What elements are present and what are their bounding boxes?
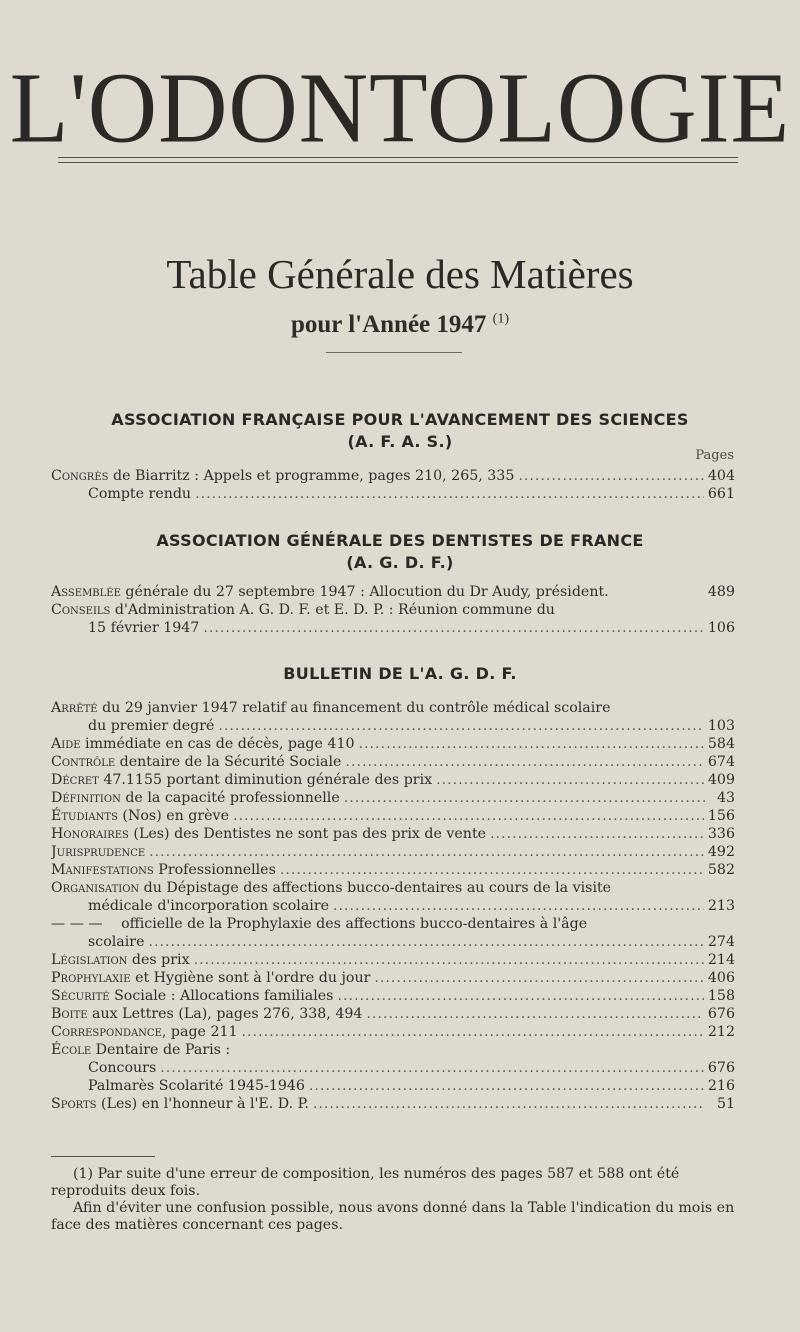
index-entry xyxy=(51,807,735,825)
leader-dots xyxy=(345,753,703,771)
entry-keyword: Correspondance xyxy=(51,1024,162,1040)
footnote-line: Afin d'éviter une confusion possible, nous avons donné dans la Table l'indication du mois en face des matières concernant ces pages. xyxy=(51,1200,735,1233)
index-entry-continuation xyxy=(51,933,735,951)
leader-dots xyxy=(344,789,705,807)
entry-keyword: Conseils xyxy=(51,602,111,618)
entry-keyword: Prophylaxie xyxy=(51,970,131,986)
entry-page: 409 xyxy=(707,772,735,788)
entry-text: officielle de la Prophylaxie des affections bucco-dentaires à l'âge xyxy=(116,916,588,932)
entry-keyword: Congrès xyxy=(51,468,109,484)
entry-keyword: Sports xyxy=(51,1096,97,1112)
index-entry xyxy=(51,915,735,933)
section-entries-bulletin xyxy=(51,699,735,1113)
entry-text: et Hygiène sont à l'ordre du jour xyxy=(130,970,371,986)
index-entry xyxy=(51,1095,735,1113)
entry-keyword: Honoraires xyxy=(51,826,129,842)
entry-page: 213 xyxy=(707,898,735,914)
index-entry xyxy=(51,843,735,861)
entry-text: du 29 janvier 1947 relatif au financement du contrôle médical scolaire xyxy=(97,700,611,716)
entry-text: Professionnelles xyxy=(153,862,276,878)
entry-page: 336 xyxy=(707,826,735,842)
entry-text: (Nos) en grève xyxy=(117,808,229,824)
entry-keyword: Étudiants xyxy=(51,808,118,824)
entry-text: (Les) des Dentistes ne sont pas des prix de vente xyxy=(128,826,487,842)
entry-text: , page 211 xyxy=(161,1024,238,1040)
entry-page: 492 xyxy=(707,844,735,860)
section-heading-line: ASSOCIATION GÉNÉRALE DES DENTISTES DE FRANCE xyxy=(156,531,644,550)
section-entries-agdf xyxy=(51,583,735,637)
index-entry xyxy=(51,1041,735,1059)
index-entry xyxy=(51,771,735,789)
entry-keyword: Assemblée xyxy=(51,584,121,600)
entry-text: générale du 27 septembre 1947 : Allocution du Dr Audy, président. xyxy=(120,584,609,600)
leader-dots xyxy=(333,897,704,915)
table-title: Table Générale des Matières xyxy=(166,251,634,297)
pages-column-label: Pages xyxy=(695,448,734,463)
leader-dots xyxy=(436,771,704,789)
index-entry-continuation xyxy=(51,897,735,915)
entry-page: 406 xyxy=(707,970,735,986)
entry-page: 274 xyxy=(707,934,735,950)
entry-keyword: Aide xyxy=(51,736,81,752)
entry-page: 582 xyxy=(707,862,735,878)
section-heading-abbrev: (A. G. D. F.) xyxy=(346,553,454,572)
index-entry xyxy=(51,1077,735,1095)
section-heading-line: BULLETIN DE L'A. G. D. F. xyxy=(283,664,517,683)
leader-dots xyxy=(233,807,704,825)
entry-keyword: Boite xyxy=(51,1006,88,1022)
leader-dots xyxy=(280,861,704,879)
entry-keyword: Définition xyxy=(51,790,121,806)
section-heading-afas xyxy=(40,409,760,453)
entry-text: immédiate en cas de décès, page 410 xyxy=(80,736,355,752)
leader-dots xyxy=(203,619,704,637)
entry-text: Palmarès Scolarité 1945-1946 xyxy=(88,1078,305,1094)
leader-dots xyxy=(366,1005,703,1023)
index-entry xyxy=(51,789,735,807)
entry-page: 156 xyxy=(707,808,735,824)
leader-dots xyxy=(149,843,704,861)
entry-continuation: 15 février 1947 xyxy=(88,620,200,636)
entry-page: 214 xyxy=(707,952,735,968)
leader-dots xyxy=(374,969,704,987)
index-entry-continuation xyxy=(51,717,735,735)
entry-page: 489 xyxy=(707,584,735,600)
title-double-rule xyxy=(58,157,738,163)
entry-page: 584 xyxy=(707,736,735,752)
leader-dots xyxy=(194,951,704,969)
entry-text: de la capacité professionnelle xyxy=(120,790,340,806)
entry-keyword: École xyxy=(51,1042,92,1058)
entry-keyword: Arrêté xyxy=(51,700,98,716)
entry-continuation: médicale d'incorporation scolaire xyxy=(88,898,330,914)
entry-page: 676 xyxy=(707,1060,735,1076)
leader-dots xyxy=(195,485,704,503)
entry-page: 676 xyxy=(707,1006,735,1022)
entry-text: (Les) en l'honneur à l'E. D. P. xyxy=(96,1096,309,1112)
leader-dots xyxy=(518,467,704,485)
entry-text: du Dépistage des affections bucco-dentaires au cours de la visite xyxy=(139,880,612,896)
leader-dots xyxy=(490,825,704,843)
journal-title: L'ODONTOLOGIE xyxy=(9,51,791,164)
entry-page: 51 xyxy=(716,1096,735,1112)
index-entry xyxy=(51,861,735,879)
footnote-line: (1) Par suite d'une erreur de composition, les numéros des pages 587 et 588 ont été reproduits deux fois. xyxy=(51,1166,680,1199)
entry-keyword: Manifestations xyxy=(51,862,154,878)
leader-dots xyxy=(359,735,704,753)
leader-dots xyxy=(313,1095,705,1113)
index-entry xyxy=(51,1005,735,1023)
entry-page: 212 xyxy=(707,1024,735,1040)
entry-page: 158 xyxy=(707,988,735,1004)
footnote xyxy=(51,1166,735,1234)
leader-dots xyxy=(337,987,703,1005)
index-entry xyxy=(51,735,735,753)
section-heading-line: ASSOCIATION FRANÇAISE POUR L'AVANCEMENT DES SCIENCES xyxy=(111,410,689,429)
entry-continuation: du premier degré xyxy=(88,718,215,734)
entry-text: Concours xyxy=(88,1060,157,1076)
entry-keyword: Contrôle xyxy=(51,754,116,770)
footnote-marker: (1) xyxy=(492,311,509,327)
leader-dots xyxy=(218,717,704,735)
index-entry xyxy=(51,601,735,619)
index-entry xyxy=(51,753,735,771)
title-short-rule xyxy=(326,352,462,353)
entry-keyword: Décret xyxy=(51,772,99,788)
entry-page: 661 xyxy=(707,486,735,502)
entry-text: Dentaire de Paris : xyxy=(91,1042,231,1058)
index-entry xyxy=(51,467,735,485)
section-entries-afas xyxy=(51,467,735,503)
index-entry xyxy=(51,1059,735,1077)
entry-keyword: Sécurité xyxy=(51,988,110,1004)
entry-page: 404 xyxy=(707,468,735,484)
entry-text: d'Administration A. G. D. F. et E. D. P. : Réunion commune du xyxy=(110,602,555,618)
index-entry xyxy=(51,485,735,503)
index-entry xyxy=(51,583,735,601)
index-entry xyxy=(51,969,735,987)
index-entry xyxy=(51,1023,735,1041)
entry-text: des prix xyxy=(127,952,190,968)
leader-dots xyxy=(160,1059,704,1077)
index-entry xyxy=(51,825,735,843)
entry-continuation: scolaire xyxy=(88,934,145,950)
entry-text: Sociale : Allocations familiales xyxy=(109,988,334,1004)
leader-dots xyxy=(148,933,703,951)
entry-keyword: Jurisprudence xyxy=(51,844,146,860)
index-entry xyxy=(51,879,735,897)
entry-keyword: — — — xyxy=(51,916,103,932)
entry-text: dentaire de la Sécurité Sociale xyxy=(115,754,342,770)
index-entry xyxy=(51,987,735,1005)
entry-text: Compte rendu xyxy=(88,486,192,502)
section-heading-bulletin xyxy=(40,663,760,685)
footnote-rule xyxy=(51,1156,155,1157)
year-text: pour l'Année 1947 xyxy=(291,311,487,338)
entry-page: 106 xyxy=(707,620,735,636)
entry-page: 674 xyxy=(707,754,735,770)
leader-dots xyxy=(242,1023,704,1041)
entry-page: 103 xyxy=(707,718,735,734)
index-entry xyxy=(51,699,735,717)
section-heading-abbrev: (A. F. A. S.) xyxy=(347,432,453,451)
entry-page: 43 xyxy=(716,790,735,806)
entry-text: aux Lettres (La), pages 276, 338, 494 xyxy=(87,1006,363,1022)
entry-text: 47.1155 portant diminution générale des prix xyxy=(98,772,433,788)
year-line xyxy=(0,311,800,339)
entry-keyword: Législation xyxy=(51,952,128,968)
index-entry-continuation xyxy=(51,619,735,637)
entry-page: 216 xyxy=(707,1078,735,1094)
entry-keyword: Organisation xyxy=(51,880,140,896)
index-entry xyxy=(51,951,735,969)
leader-dots xyxy=(309,1077,704,1095)
section-heading-agdf xyxy=(40,530,760,574)
entry-text: de Biarritz : Appels et programme, pages 210, 265, 335 xyxy=(108,468,515,484)
